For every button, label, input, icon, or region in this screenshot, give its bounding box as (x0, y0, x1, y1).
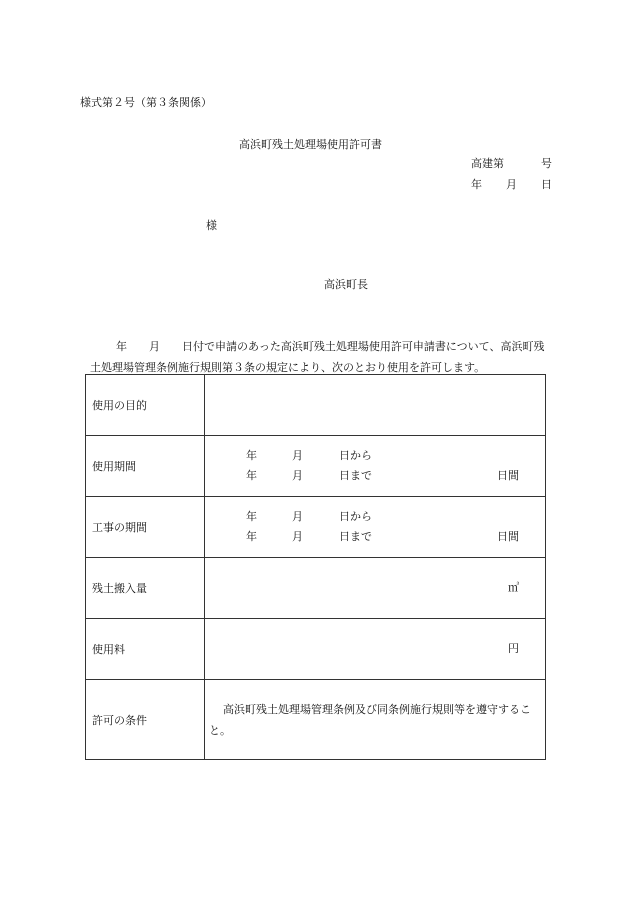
row-label: 許可の条件 (86, 680, 205, 760)
days-unit: 日間 (497, 469, 519, 482)
issuer-name: 高浜町長 (324, 278, 368, 291)
permit-details-table (85, 374, 546, 760)
addressee-honorific: 様 (206, 219, 217, 232)
usage-period-cell (205, 436, 546, 497)
cubic-meter-unit: ㎥ (508, 581, 519, 594)
reference-number-prefix: 高建第 (471, 157, 504, 170)
row-label: 使用の目的 (86, 375, 205, 436)
table-row-usage-period (86, 436, 546, 497)
to-month: 月 (292, 469, 303, 482)
row-label: 残土搬入量 (86, 558, 205, 619)
table-row-soil-volume (86, 558, 546, 619)
body-month: 月 (149, 340, 160, 353)
issue-date-year: 年 (471, 178, 482, 191)
days-unit: 日間 (497, 530, 519, 543)
document-title: 高浜町残土処理場使用許可書 (239, 138, 382, 151)
row-label: 使用期間 (86, 436, 205, 497)
issue-date-day: 日 (541, 178, 552, 191)
to-day: 日まで (339, 530, 372, 543)
fee-cell (205, 619, 546, 680)
table-row-conditions (86, 680, 546, 760)
permit-body-paragraph (90, 336, 552, 378)
purpose-value-cell (205, 375, 546, 436)
form-number-label: 様式第２号（第３条関係） (80, 96, 212, 109)
from-year: 年 (246, 510, 257, 523)
condition-text: 高浜町残土処理場管理条例及び同条例施行規則等を遵守すること。 (209, 702, 531, 737)
body-year: 年 (116, 340, 127, 353)
from-month: 月 (292, 449, 303, 462)
to-day: 日まで (339, 469, 372, 482)
from-month: 月 (292, 510, 303, 523)
row-label: 使用料 (86, 619, 205, 680)
yen-unit: 円 (508, 642, 519, 655)
reference-number-suffix: 号 (541, 157, 552, 170)
body-text: 日付で申請のあった高浜町残土処理場使用許可申請書について、高浜町残土処理場管理条例施行規則第３条の規定により、次のとおり使用を許可します。 (90, 340, 545, 374)
to-year: 年 (246, 469, 257, 482)
table-row-construction-period (86, 497, 546, 558)
from-day: 日から (339, 510, 372, 523)
from-year: 年 (246, 449, 257, 462)
to-month: 月 (292, 530, 303, 543)
to-year: 年 (246, 530, 257, 543)
construction-period-cell (205, 497, 546, 558)
conditions-cell (205, 680, 546, 760)
table-row-fee (86, 619, 546, 680)
table-row-purpose (86, 375, 546, 436)
issue-date-month: 月 (506, 178, 517, 191)
soil-volume-cell (205, 558, 546, 619)
from-day: 日から (339, 449, 372, 462)
row-label: 工事の期間 (86, 497, 205, 558)
